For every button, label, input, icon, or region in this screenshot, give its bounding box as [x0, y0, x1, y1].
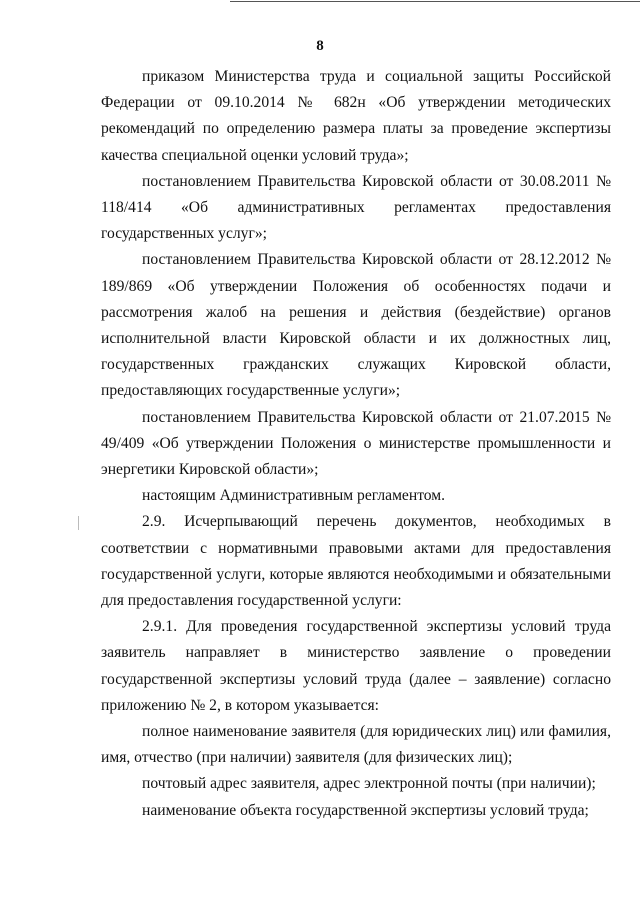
top-border-line — [230, 1, 640, 2]
paragraph-resolution-189-869: постановлением Правительства Кировской области от 28.12.2012 № 189/869 «Об утверждении Положения об особенностях подачи и рассмотрения жалоб на решения и действия (бездействие) органов исполнительной власти Кировской области и их должностных лиц, государственных гражданских служащих Кировской области, предоставляющих государственные услуги»; — [101, 251, 611, 400]
paragraph-labor-ministry-order: приказом Министерства труда и социальной защиты Российской Федерации от 09.10.2014 № 682н «Об утверждении методических рекомендаций по определению размера платы за проведение экспертизы качества специальной оценки условий труда»; — [101, 68, 611, 164]
paragraph-section-2-9: 2.9. Исчерпывающий перечень документов, необходимых в соответствии с нормативными правовыми актами для предоставления государственной услуги, которые являются необходимыми и обязательными для предоставления государственной услуги: — [101, 513, 611, 610]
paragraph-resolution-49-409: постановлением Правительства Кировской области от 21.07.2015 № 49/409 «Об утверждении Положения о министерстве промышленности и энергетики Кировской области»; — [101, 408, 611, 479]
paragraph-applicant-address: почтовый адрес заявителя, адрес электронной почты (при наличии); — [142, 775, 596, 793]
paragraph-resolution-118-414: постановлением Правительства Кировской области от 30.08.2011 № 118/414 «Об административных регламентах предоставления государственных услуг»; — [101, 172, 611, 243]
scan-margin-mark — [78, 516, 79, 530]
paragraph-applicant-name: полное наименование заявителя (для юридических лиц) или фамилия, имя, отчество (при наличии) заявителя (для физических лиц); — [101, 723, 611, 767]
page-number: 8 — [316, 38, 324, 54]
paragraph-expertise-object: наименование объекта государственной экспертизы условий труда; — [142, 801, 589, 819]
paragraph-section-2-9-1: 2.9.1. Для проведения государственной экспертизы условий труда заявитель направляет в министерство заявление о проведении государственной экспертизы условий труда (далее – заявление) согласно приложению № 2, в котором указывается: — [101, 618, 611, 714]
paragraph-this-regulation: настоящим Административным регламентом. — [142, 487, 446, 505]
document-body — [101, 64, 611, 824]
